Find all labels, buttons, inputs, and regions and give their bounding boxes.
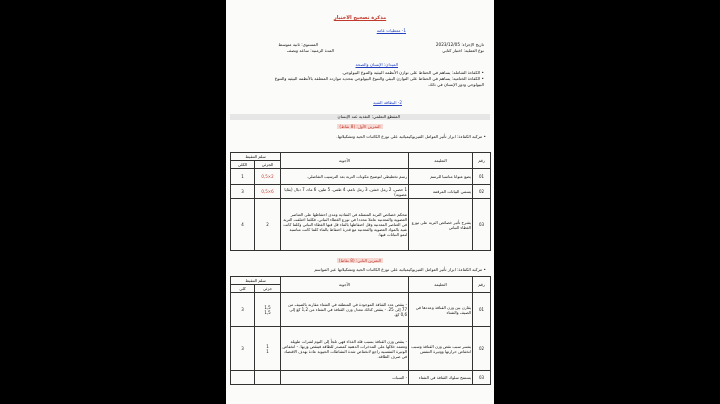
exercise2-competence: • مركبة الكفاءة: ابراز تأثير العوامل الفيزيوكيميائية على توزع الكائنات الحية وتشكيلاتها عبر المواسم <box>314 267 486 272</box>
exercise2-title: التمرين الثاني: (8 نقاط) <box>338 258 382 263</box>
exercise1-competence: • مركبة الكفاءة: ابراز تأثير العوامل الفيزيوكيميائية على توزع الكائنات الحية وتشكيلاتها. <box>336 134 486 139</box>
table-row: 02 يفسر سبب نقص وزن القنافذ وسبب انخفاض حرارتها ووتيرة التنفس - ينقص وزن القنافذ بسبب قلة الغذاء فهي تلجأ إلى النوم لفترات طويلة وتعتمد خلالها على المدخرات الدهنية كمصدر للطاقة فينقص وزنها. - انخفاض الوتيرة التنفسية راجع لانخفاض شدة النشاطات الحيوية عادة بهدف الاقتصاد في صرف الطاقة. 1 1 3 <box>231 327 491 371</box>
meta-duration: المدة الزمنية: ساعة ونصف <box>286 48 334 53</box>
segment-label: المقطع التعلمي: التغذية عند الإنسان <box>337 114 400 119</box>
competence-global: • الكفاءة الشاملة: يساهم في الحفاظ على توازن الأنظمة البيئية والتنوع البيولوجي. <box>341 70 484 75</box>
bullet-icon: • <box>480 76 484 81</box>
bullet-icon: • <box>480 70 484 75</box>
header-instruction: التعليمة <box>409 153 473 169</box>
header-partial: جزئي <box>255 285 281 293</box>
table-row: 02 يسمي البيانات المرقمة 1 حصى، 2 رمل خشن، 3 رمل ناعم، 4 طمي، 5 طين، 6 ماء، 7 دبال (بقايا عضوية) 6×0,5 3 <box>231 185 491 199</box>
table-row: 01 يقارن بين وزن القنافذ وعددها في الصيف والشتاء - ينقص عدد القنافذ الموجودة في المنطقة في الشتاء مقارنة بالصيف من 77 إلى 25. - ينقص كذلك معدل وزن القنافذ في الشتاء من 1,2 كغ إلى 0,6 كغ. 1,5 1,5 3 <box>231 293 491 327</box>
bullet-icon: • <box>482 267 486 272</box>
header-total: الكلي <box>231 161 255 169</box>
table-exercise2 <box>230 276 491 385</box>
doc-title: مذكرة تصحيح الاختبار <box>333 15 387 21</box>
domain-label: الميدان: الإنسان والصحة <box>355 62 398 67</box>
header-answer: الأجوبة <box>281 153 409 169</box>
header-num: رقم <box>473 277 491 293</box>
header-instruction: التعليمة <box>409 277 473 293</box>
bullet-icon: • <box>482 134 486 139</box>
header-num: رقم <box>473 153 491 169</box>
header-scale: سلم التنقيط <box>231 153 281 161</box>
header-total: كلي <box>231 285 255 293</box>
table-row: 03 يستنتج سلوك القنافذ في الشتاء - السبات <box>231 371 491 385</box>
competence-final-cont: البيولوجي ودور الإنسان في ذلك. <box>427 82 484 87</box>
exercise1-title: التمرين الأول: (8 نقاط) <box>339 124 381 129</box>
table-row: 01 يضع عنوانا مناسبا للرسم رسم تخطيطي لتوضيح مكونات التربة بعد الترسيب التفاضلي. 2×0,5 1 <box>231 169 491 185</box>
segment-bar <box>230 114 490 120</box>
meta-level: المستوى: ثانية متوسط <box>278 42 318 47</box>
document-page <box>226 0 494 404</box>
section-general-info: 1- معطيات عامة <box>376 28 406 33</box>
section-technical-card: 2- البطاقة الفنية <box>373 100 402 105</box>
table-row: 03 يشرح تأثير خصائص التربة على توزع الغطاء النباتي تتحكم خصائص التربة المتمثلة في النفاذية ومدى احتفاظها على العناصر العضوية والمعدنية عاملا محددا في توزع الغطاء النباتي. فكلما اختلفت التربة في العناصر المعدنية وقل احتفاظها بالماء قل فيها الغطاء النباتي وكلما كانت غنية بالمواد العضوية والمعدنية مع قدرة احتفاظ بالماء كلما كانت مناسبة لنمو النباتات فيها. 2 4 <box>231 199 491 251</box>
header-scale: سلم التنقيط <box>231 277 281 285</box>
header-partial: الجزئي <box>255 161 281 169</box>
competence-final: • الكفاءة الختامية: يساهم في الحفاظ على التوازن البيئي والتنوع البيولوجي بتحديد موارده المتعلقة بالأنظمة البيئية والتنوع <box>274 76 484 81</box>
header-answer: الأجوبة <box>281 277 409 293</box>
table-exercise1 <box>230 152 491 251</box>
meta-date: تاريخ الإجراء: 2023/12/05 <box>435 42 484 47</box>
meta-operation-type: نوع العملية: اختبار كتابي <box>442 48 484 53</box>
